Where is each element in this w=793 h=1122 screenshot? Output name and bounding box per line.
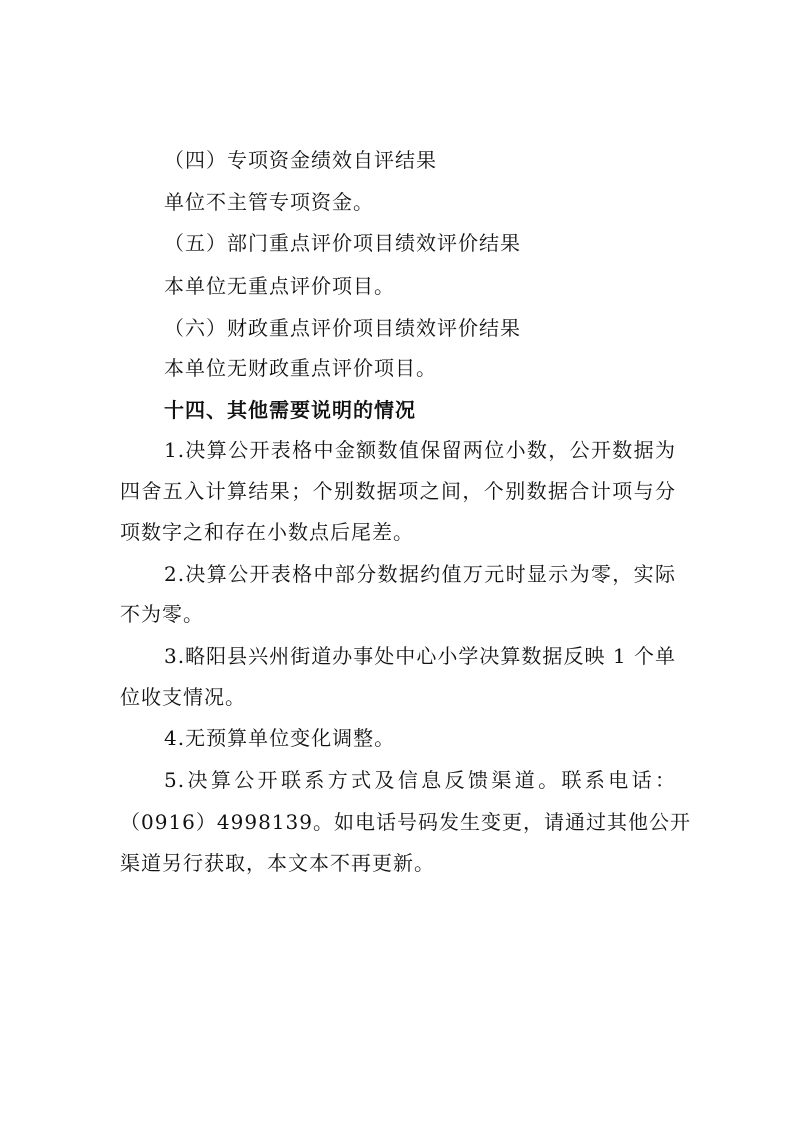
note-3-line-1: 3.略阳县兴州街道办事处中心小学决算数据反映 1 个单 xyxy=(164,644,676,668)
note-5-line-2: （0916）4998139。如电话号码发生变更，请通过其他公开 xyxy=(120,810,691,834)
section-5-title: （五）部门重点评价项目绩效评价结果 xyxy=(164,231,521,255)
note-4-line-1: 4.无预算单位变化调整。 xyxy=(164,726,396,750)
section-4-title: （四）专项资金绩效自评结果 xyxy=(164,148,437,172)
note-1-line-3: 项数字之和存在小数点后尾差。 xyxy=(120,520,414,544)
section-6-title: （六）财政重点评价项目绩效评价结果 xyxy=(164,316,521,340)
section-14-title: 十四、其他需要说明的情况 xyxy=(164,398,416,422)
section-6-body: 本单位无财政重点评价项目。 xyxy=(164,356,437,380)
note-1-line-2: 四舍五入计算结果；个别数据项之间，个别数据合计项与分 xyxy=(120,479,676,503)
section-4-body: 单位不主管专项资金。 xyxy=(164,190,374,214)
note-5-line-3: 渠道另行获取，本文本不再更新。 xyxy=(120,851,435,875)
note-1-line-1: 1.决算公开表格中金额数值保留两位小数，公开数据为 xyxy=(164,438,676,462)
note-3-line-2: 位收支情况。 xyxy=(120,685,246,709)
note-2-line-2: 不为零。 xyxy=(120,602,204,626)
section-5-body: 本单位无重点评价项目。 xyxy=(164,274,395,298)
note-5-line-1: 5.决算公开联系方式及信息反馈渠道。联系电话： xyxy=(164,768,676,792)
note-2-line-1: 2.决算公开表格中部分数据约值万元时显示为零，实际 xyxy=(164,562,676,586)
